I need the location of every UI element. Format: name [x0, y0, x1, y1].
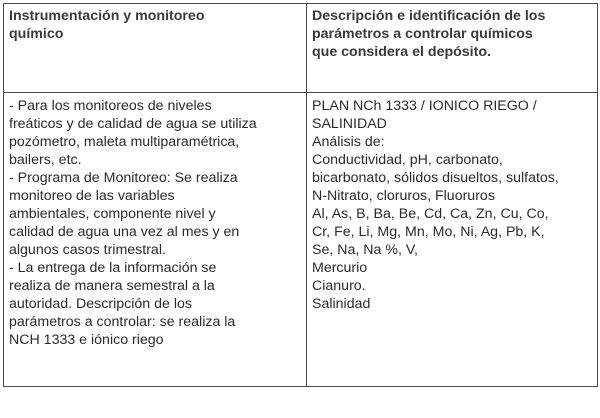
parameters-text-line: PLAN NCh 1333 / IONICO RIEGO / [312, 98, 537, 114]
parameters-text-line: Se, Na, Na %, V, [312, 242, 418, 258]
parameters-text-line: Cr, Fe, Li, Mg, Mn, Mo, Ni, Ag, Pb, K, [312, 224, 545, 240]
instrumentation-text-line: pozómetro, maleta multiparamétrica, [9, 134, 240, 150]
instrumentation-text-line: realiza de manera semestral a la [9, 278, 215, 294]
header-instrumentation-line: químico [9, 26, 64, 42]
instrumentation-text-line: autoridad. Descripción de los [9, 296, 192, 312]
parameters-text-line: Al, As, B, Ba, Be, Cd, Ca, Zn, Cu, Co, [312, 206, 549, 222]
header-parameters-line: Descripción e identificación de los [312, 8, 546, 24]
header-instrumentation [4, 4, 307, 93]
parameters-text-line: N-Nitrato, cloruros, Fluoruros [312, 188, 495, 204]
instrumentation-text-line: NCH 1333 e iónico riego [9, 332, 164, 348]
instrumentation-text-line: freáticos y de calidad de agua se utiliza [9, 116, 257, 132]
instrumentation-text-line: parámetros a controlar: se realiza la [9, 314, 236, 330]
instrumentation-text-line: ambientales, componente nivel y [9, 206, 216, 222]
parameters-text-line: Mercurio [312, 260, 368, 276]
instrumentation-text-line: - Programa de Monitoreo: Se realiza [9, 170, 238, 186]
table-header-row [4, 4, 598, 93]
header-parameters-line: que considera el depósito. [312, 44, 491, 60]
cell-instrumentation-details [4, 93, 307, 387]
header-parameters-line: parámetros a controlar químicos [312, 26, 533, 42]
cell-parameters-details [307, 93, 598, 387]
instrumentation-text-line: - Para los monitoreos de niveles [9, 98, 212, 114]
parameters-text-line: Análisis de: [312, 134, 385, 150]
parameters-text-line: Conductividad, pH, carbonato, [312, 152, 503, 168]
header-parameters [307, 4, 598, 93]
instrumentation-text-line: algunos casos trimestral. [9, 242, 166, 258]
parameters-text-line: Salinidad [312, 296, 371, 312]
instrumentation-text-line: bailers, etc. [9, 152, 82, 168]
instrumentation-text-line: calidad de agua una vez al mes y en [9, 224, 240, 240]
instrumentation-text-line: - La entrega de la información se [9, 260, 217, 276]
monitoring-table [3, 3, 598, 387]
instrumentation-text-line: monitoreo de las variables [9, 188, 175, 204]
parameters-text-line: Cianuro. [312, 278, 366, 294]
table-body-row [4, 93, 598, 387]
parameters-text-line: bicarbonato, sólidos disueltos, sulfatos, [312, 170, 559, 186]
header-instrumentation-line: Instrumentación y monitoreo [9, 8, 205, 24]
parameters-text-line: SALINIDAD [312, 116, 387, 132]
